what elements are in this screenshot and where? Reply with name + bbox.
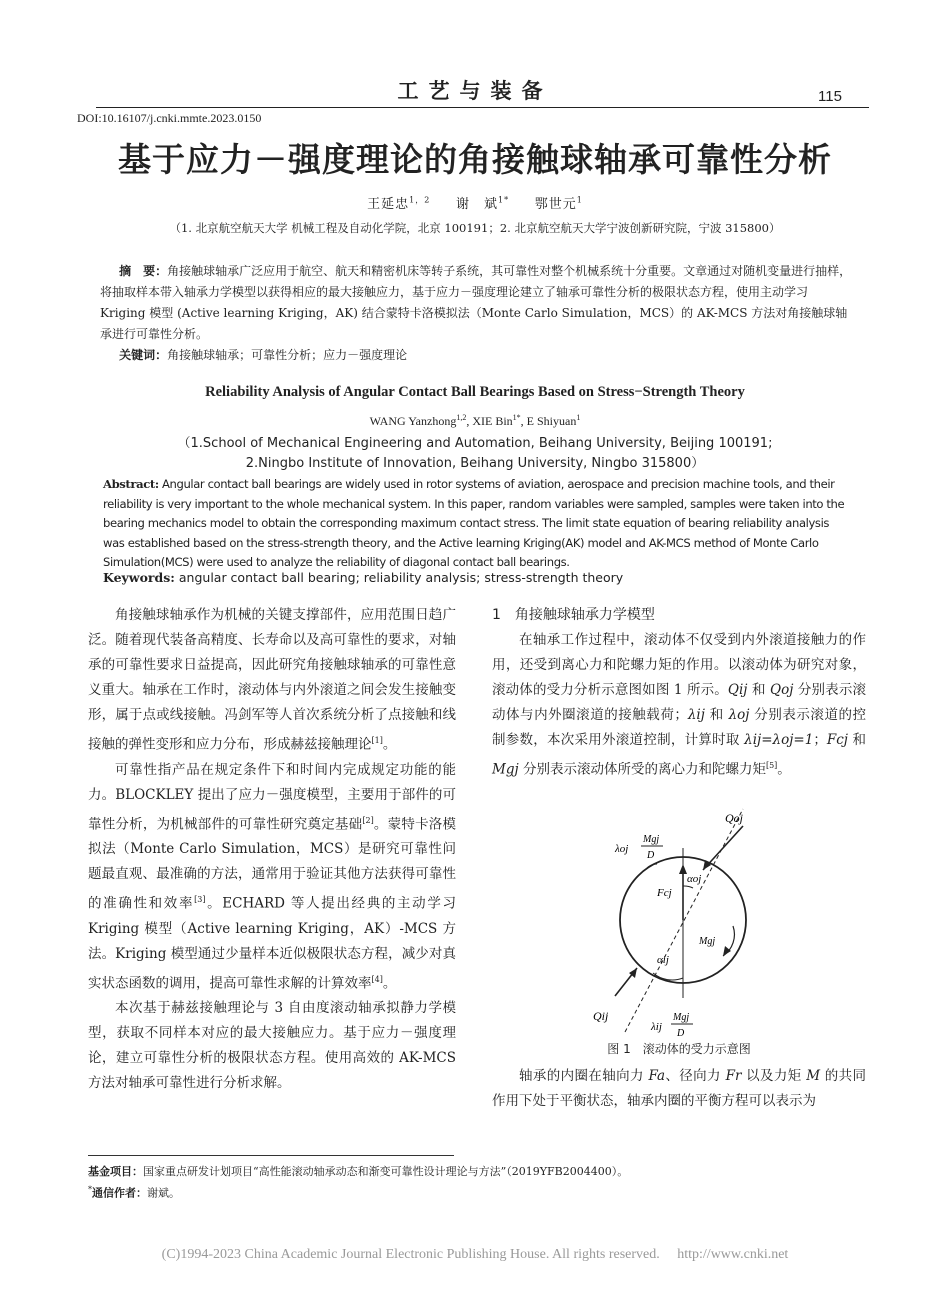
label-Qoj: Qoj <box>725 811 743 825</box>
body-paragraph: 可靠性指产品在规定条件下和时间内完成规定功能的能力。BLOCKLEY 提出了应力－强度模型，主要用于部件的可靠性分析，为机械部件的可靠性研究奠定基础[2]。蒙特卡洛模拟法（Monte Carlo Simulation，MCS）是研究可靠性问题最直观、最准确的方法，通常用于验证其他方法获得可靠性的准确性和效率[3]。ECHARD 等人提出经典的主动学习 Kriging 模型（Active learning Kriging，AK）-MCS 方法。Kriging 模型通过少量样本近似极限状态方程，减少对真实状态函数的调用，提高可靠性求解的计算效率[4]。 <box>88 761 457 991</box>
english-affiliation-1: （1.School of Mechanical Engineering and Automation, Beihang University, Beijing 100191; <box>177 436 773 451</box>
footnote-rule <box>88 1155 454 1156</box>
section-heading: 1 角接触球轴承力学模型 <box>492 607 655 623</box>
abstract-text: 角接触球轴承广泛应用于航空、航天和精密机床等转子系统，其可靠性对整个机械系统十分重要。文章通过对随机变量进行抽样，将抽取样本带入轴承力学模型以获得相应的最大接触应力，基于应力－强度理论建立了轴承可靠性分析的极限状态方程，使用主动学习 Kriging 模型 (Active learning Kriging，AK) 结合蒙特卡洛模拟法（Monte Carlo Simulation，MCS）的 AK-MCS 方法对角接触球轴承进行可靠性分析。 <box>100 264 852 341</box>
label-Fcj: Fcj <box>657 887 672 899</box>
english-authors <box>0 413 950 429</box>
author-3-affil: 1 <box>576 195 583 205</box>
keywords-label: 关键词： <box>119 348 168 362</box>
body-right-column <box>492 603 866 783</box>
footnotes <box>88 1163 868 1203</box>
doi[interactable]: DOI:10.16107/j.cnki.mmte.2023.0150 <box>77 111 262 125</box>
label-Mgj-bottom: Mgj <box>673 1012 690 1023</box>
author-2: 谢 斌 <box>455 197 498 212</box>
en-author-2: , XIE Bin <box>466 414 513 428</box>
header-rule <box>96 107 869 108</box>
english-affiliation <box>0 434 950 474</box>
label-D-top: D <box>647 850 655 861</box>
figure-1-ball-forces <box>565 808 785 1038</box>
author-1-affil: 1，2 <box>409 195 431 205</box>
label-alpha-ij: αij <box>657 954 669 966</box>
body-paragraph: 在轴承工作过程中，滚动体不仅受到内外滚道接触力的作用，还受到离心力和陀螺力矩的作用。以滚动体为研究对象，滚动体的受力分析示意图如图 1 所示。Qij 和 Qoj 分别表示滚动体与内外圈滚道的接触载荷；λij 和 λoj 分别表示滚道的控制参数，本次采用外滚道控制，计算时取 λij=λoj=1；Fcj 和 Mgj 分别表示滚动体所受的离心力和陀螺力矩[5]。 <box>492 632 867 778</box>
author-1: 王延忠 <box>367 197 410 212</box>
copyright-notice: (C)1994-2023 China Academic Journal Electronic Publishing House. All rights reserved. http://www.cnki.net <box>161 1247 789 1262</box>
author-list <box>0 193 950 212</box>
body-paragraph: 本次基于赫兹接触理论与 3 自由度滚动轴承拟静力学模型，获取不同样本对应的最大接触应力。基于应力－强度理论，建立可靠性分析的极限状态方程。使用高效的 AK-MCS 方法对轴承可靠性进行分析求解。 <box>88 1000 456 1091</box>
label-D-bottom: D <box>677 1028 685 1038</box>
abstract-en-text: Angular contact ball bearings are widely used in rotor systems of aviation, aerospace and precision machine tools, and their reliability is very important to the whole mechanical system. In this paper, random variables were sampled, samples were taken into the bearing mechanics model to obtain the corresponding maximum contact stress. The limit state equation of bearing reliability analysis was established based on the stress-strength theory, and the Active learning Kriging(AK) model and AK-MCS method of Monte Carlo Simulation(MCS) were used to analyze the reliability of diagonal contact ball bearings. <box>103 477 845 569</box>
body-left-column <box>88 603 456 1096</box>
en-author-3-affil: 1 <box>576 413 581 422</box>
alpha-oj-arc <box>683 886 693 888</box>
en-author-1: WANG Yanzhong <box>369 414 457 428</box>
keywords-en <box>103 570 848 585</box>
author-2-affil: 1* <box>498 195 510 205</box>
en-author-1-affil: 1,2 <box>456 413 467 422</box>
abstract-cn <box>100 261 852 366</box>
figure-1-caption: 图 1 滚动体的受力示意图 <box>607 1042 751 1056</box>
funding-note: 基金项目：国家重点研发计划项目“高性能滚动轴承动态和渐变可靠性设计理论与方法”（2019YFB2004400）。 <box>88 1165 629 1178</box>
keywords-en-text: angular contact ball bearing; reliability analysis; stress-strength theory <box>178 570 624 585</box>
english-affiliation-2: 2.Ningbo Institute of Innovation, Beihang University, Ningbo 315800） <box>245 456 705 471</box>
abstract-label: 摘 要： <box>119 264 168 278</box>
label-Qij: Qij <box>593 1009 609 1023</box>
english-title: Reliability Analysis of Angular Contact Ball Bearings Based on Stress−Strength Theory <box>205 384 745 400</box>
journal-name: 工艺与装备 <box>397 78 553 103</box>
body-paragraph: 轴承的内圈在轴向力 Fa、径向力 Fr 以及力矩 M 的共同作用下处于平衡状态，轴承内圈的平衡方程可以表示为 <box>492 1068 867 1109</box>
label-Mgj-top: Mgj <box>643 834 660 845</box>
author-3: 鄂世元 <box>534 197 577 212</box>
abstract-en-label: Abstract: <box>103 477 159 491</box>
en-author-3: , E Shiyuan <box>520 414 577 428</box>
en-author-2-affil: 1* <box>512 413 521 422</box>
paper-title: 基于应力－强度理论的角接触球轴承可靠性分析 <box>118 140 832 179</box>
label-alpha-oj: αoj <box>687 873 702 885</box>
alpha-ij-arc <box>653 973 683 980</box>
affiliation: （1. 北京航空航天大学 机械工程及自动化学院，北京 100191；2. 北京航空航天大学宁波创新研究院，宁波 315800） <box>169 221 781 235</box>
body-right-column-2 <box>492 1064 866 1114</box>
label-lambda-oj: λoj <box>615 843 629 855</box>
body-paragraph: 角接触球轴承作为机械的关键支撑部件，应用范围日趋广泛。随着现代装备高精度、长寿命以及高可靠性的要求，对轴承的可靠性要求日益提高，因此研究角接触球轴承的可靠性意义重大。轴承在工作时，滚动体与内外滚道之间会发生接触变形，属于点或线接触。冯剑军等人首次系统分析了点接触和线接触的弹性变形和应力分布，形成赫兹接触理论[1]。 <box>88 607 456 753</box>
keywords-text: 角接触球轴承；可靠性分析；应力－强度理论 <box>167 348 408 362</box>
corresponding-author: *通信作者：谢斌。 <box>88 1185 180 1200</box>
keywords-en-label: Keywords: <box>103 570 175 585</box>
abstract-en <box>103 475 848 573</box>
label-lambda-ij: λij <box>651 1021 662 1033</box>
label-Mgj-center: Mgj <box>699 936 716 947</box>
page-number: 115 <box>818 88 842 105</box>
